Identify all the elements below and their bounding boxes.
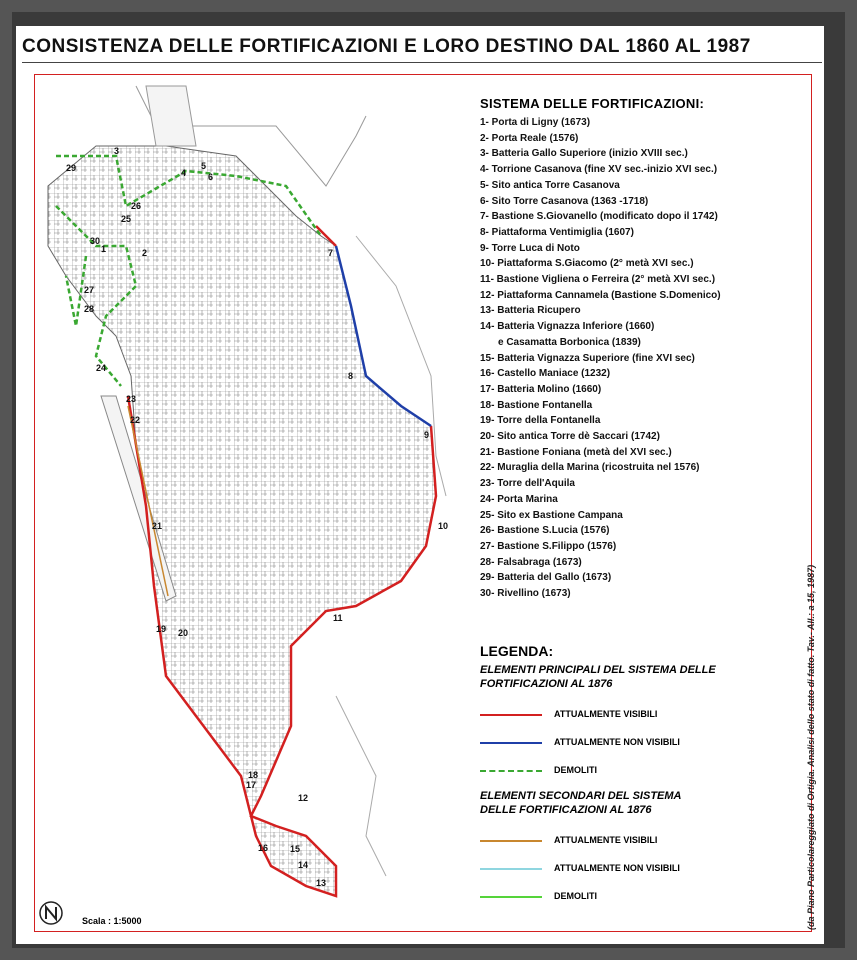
key-item: 25- Sito ex Bastione Campana — [480, 509, 623, 521]
legend-swatch-secondary-demolished — [480, 896, 542, 898]
map-label-30: 30 — [90, 236, 101, 246]
legend-primary-heading: ELEMENTI PRINCIPALI DEL SISTEMA DELLE FORTIFICAZIONI AL 1876 — [480, 664, 716, 690]
key-item: 22- Muraglia della Marina (ricostruita nel 1576) — [480, 462, 700, 474]
key-item: 1- Porta di Ligny (1673) — [480, 117, 591, 128]
map-label-20: 20 — [178, 628, 189, 638]
map-label-7: 7 — [328, 248, 334, 258]
key-item: 15- Batteria Vignazza Superiore (fine XVI sec) — [480, 352, 695, 364]
fortification-key — [480, 96, 790, 602]
key-item: 3- Batteria Gallo Superiore (inizio XVIII sec.) — [480, 148, 688, 160]
key-item: 6- Sito Torre Casanova (1363 -1718) — [480, 195, 649, 207]
key-item: e Casamatta Borbonica (1839) — [498, 336, 641, 348]
key-item: 8- Piattaforma Ventimiglia (1607) — [480, 226, 634, 238]
key-item: 21- Bastione Foniana (metà del XVI sec.) — [480, 446, 672, 458]
map-label-2: 2 — [142, 248, 148, 258]
map-label-13: 13 — [316, 878, 327, 888]
legend-swatch-secondary-not-visible — [480, 868, 542, 870]
key-item: 26- Bastione S.Lucia (1576) — [480, 525, 610, 537]
key-item: 7- Bastione S.Giovanello (modificato dopo il 1742) — [480, 211, 718, 223]
legend-row — [480, 729, 780, 757]
legend-row — [480, 757, 780, 785]
north-arrow-icon — [38, 900, 64, 926]
map-label-10: 10 — [438, 521, 449, 531]
source-note: (da Piano Particolareggiato di Ortigia. Analisi dello stato di fatto. Tav.- All.: a 15, 1987) — [806, 564, 816, 930]
scale-label: Scala : 1:5000 — [82, 916, 142, 926]
map-label-6: 6 — [208, 172, 214, 182]
map-label-17: 17 — [246, 780, 257, 790]
map-label-29: 29 — [66, 163, 77, 173]
key-item: 17- Batteria Molino (1660) — [480, 383, 602, 395]
legend-label: ATTUALMENTE VISIBILI — [554, 709, 658, 719]
key-item: 27- Bastione S.Filippo (1576) — [480, 540, 617, 552]
map-label-4: 4 — [181, 168, 187, 178]
map-label-8: 8 — [348, 371, 354, 381]
map-label-25: 25 — [121, 214, 132, 224]
legend-row — [480, 701, 780, 729]
legend-label: ATTUALMENTE NON VISIBILI — [554, 863, 680, 873]
key-item: 16- Castello Maniace (1232) — [480, 368, 611, 380]
legend-swatch-secondary-visible — [480, 840, 542, 842]
key-item: 4- Torrione Casanova (fine XV sec.-inizio XVI sec.) — [480, 164, 718, 176]
key-item: 11- Bastione Vigliena o Ferreira (2° metà XVI sec.) — [480, 274, 716, 286]
map-label-14: 14 — [298, 860, 309, 870]
map-label-1: 1 — [101, 244, 107, 254]
key-item: 28- Falsabraga (1673) — [480, 556, 582, 568]
legend-secondary-heading: ELEMENTI SECONDARI DEL SISTEMA DELLE FORTIFICAZIONI AL 1876 — [480, 790, 682, 816]
key-item: 13- Batteria Ricupero — [480, 305, 581, 317]
north-pier — [146, 86, 196, 146]
map-label-11: 11 — [333, 613, 343, 623]
map-label-12: 12 — [298, 793, 309, 803]
key-title: SISTEMA DELLE FORTIFICAZIONI: — [480, 96, 705, 111]
key-item: 23- Torre dell'Aquila — [480, 478, 575, 490]
legend-swatch-not-visible — [480, 742, 542, 744]
map-label-23: 23 — [126, 394, 137, 404]
map-label-26: 26 — [131, 201, 142, 211]
legend-label: DEMOLITI — [554, 891, 597, 901]
legend-row — [480, 855, 780, 883]
key-item: 9- Torre Luca di Noto — [480, 242, 580, 254]
map-label-18: 18 — [248, 770, 259, 780]
key-item: 5- Sito antica Torre Casanova — [480, 179, 620, 191]
map-label-16: 16 — [258, 843, 269, 853]
key-item: 30- Rivellino (1673) — [480, 588, 571, 600]
legend-label: ATTUALMENTE NON VISIBILI — [554, 737, 680, 747]
island-map — [36, 76, 476, 930]
legend-row — [480, 883, 780, 911]
map-label-3: 3 — [114, 146, 120, 156]
map-label-24: 24 — [96, 363, 107, 373]
legend-row — [480, 827, 780, 855]
map-label-22: 22 — [130, 415, 141, 425]
key-item: 12- Piattaforma Cannamela (Bastione S.Domenico) — [480, 289, 721, 301]
map-title: CONSISTENZA DELLE FORTIFICAZIONI E LORO DESTINO DAL 1860 AL 1987 — [22, 36, 751, 57]
legend — [480, 643, 780, 911]
key-list — [480, 115, 790, 602]
legend-title: LEGENDA: — [480, 643, 554, 659]
title-divider — [22, 62, 822, 63]
legend-swatch-visible — [480, 714, 542, 716]
key-item: 20- Sito antica Torre dè Saccari (1742) — [480, 431, 660, 443]
map-label-28: 28 — [84, 304, 95, 314]
map-label-21: 21 — [152, 521, 163, 531]
legend-label: DEMOLITI — [554, 765, 597, 775]
key-item: 29- Batteria del Gallo (1673) — [480, 572, 612, 584]
legend-label: ATTUALMENTE VISIBILI — [554, 835, 658, 845]
map-label-5: 5 — [201, 161, 207, 171]
key-item: 10- Piattaforma S.Giacomo (2° metà XVI sec.) — [480, 258, 694, 270]
key-item: 24- Porta Marina — [480, 493, 558, 505]
map-label-9: 9 — [424, 430, 430, 440]
key-item: 14- Batteria Vignazza Inferiore (1660) — [480, 321, 655, 333]
map-label-19: 19 — [156, 624, 167, 634]
map-label-27: 27 — [84, 285, 95, 295]
key-item: 2- Porta Reale (1576) — [480, 132, 579, 144]
key-item: 19- Torre della Fontanella — [480, 415, 601, 427]
key-item: 18- Bastione Fontanella — [480, 399, 593, 411]
legend-swatch-demolished — [480, 770, 542, 772]
map-label-15: 15 — [290, 844, 301, 854]
coastline-south — [336, 696, 386, 876]
